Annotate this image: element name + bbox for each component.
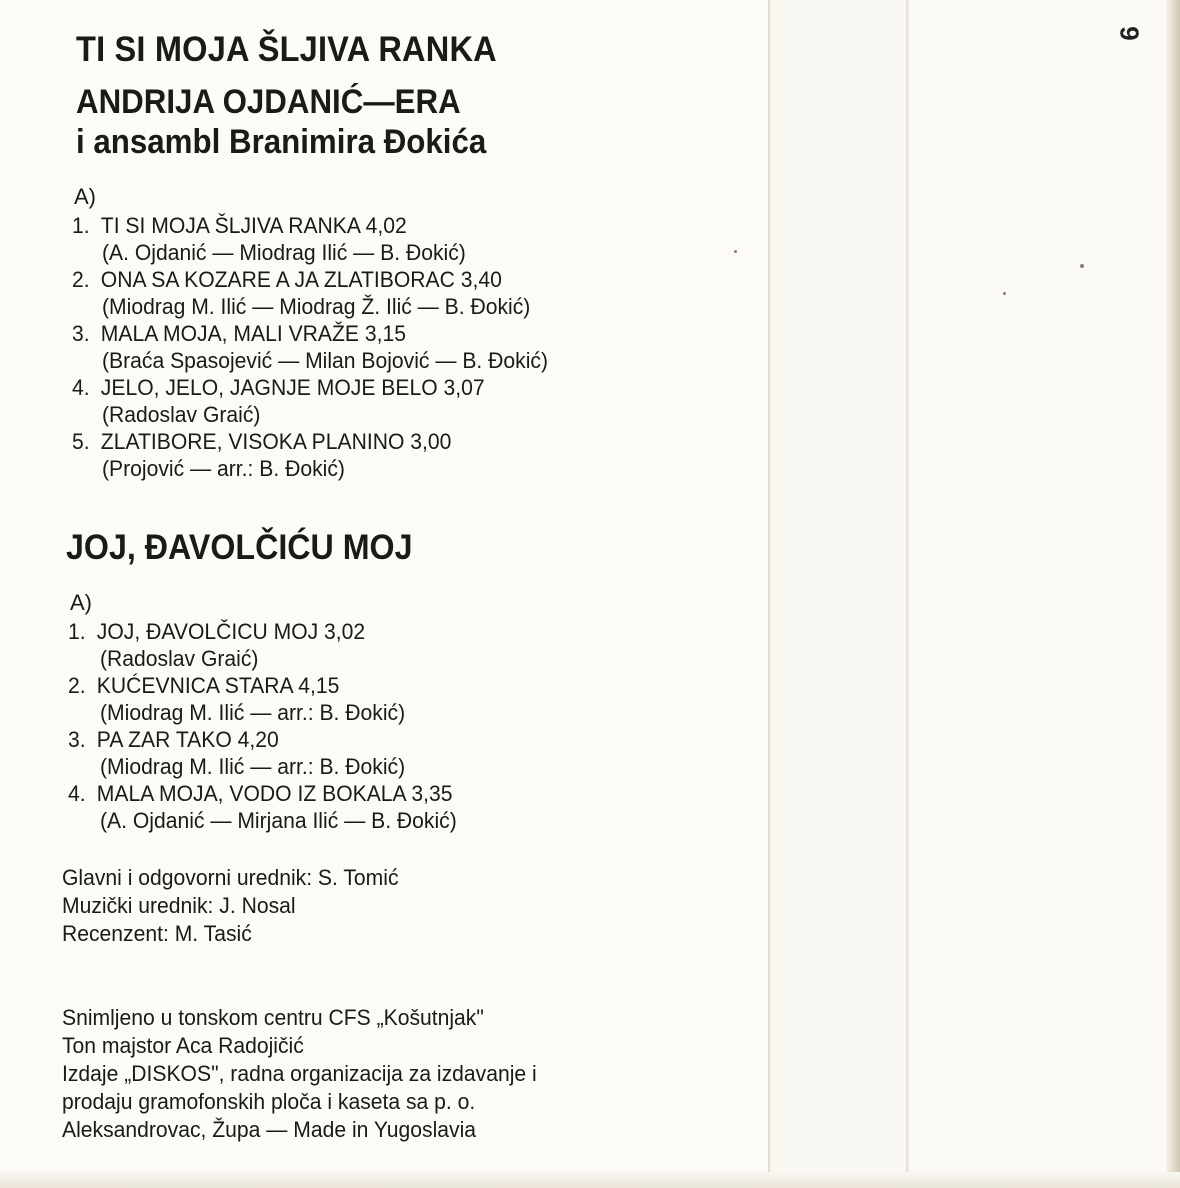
artist-name: ANDRIJA OJDANIĆ—ERA — [76, 83, 461, 121]
production-info — [62, 1004, 762, 1144]
track-credit: (Braća Spasojević — Milan Bojović — B. Đokić) — [102, 348, 549, 373]
track-number: 3. — [68, 727, 86, 752]
production-line: Aleksandrovac, Župa — Made in Yugoslavia — [62, 1117, 477, 1142]
track-title — [72, 212, 734, 239]
track-number: 3. — [72, 321, 90, 346]
production-line: Snimljeno u tonskom centru CFS „Košutnjak" — [62, 1005, 484, 1030]
track-title — [72, 374, 734, 401]
production-line: Ton majstor Aca Radojičić — [62, 1033, 304, 1058]
track-credit: (Miodrag M. Ilić — Miodrag Ž. Ilić — B. Đokić) — [102, 294, 531, 319]
track-credit: (A. Ojdanić — Mirjana Ilić — B. Đokić) — [100, 808, 457, 833]
spine-panel — [771, 0, 908, 1188]
track-title — [72, 428, 734, 455]
paper-speck — [1003, 292, 1006, 295]
track-credit: (Miodrag M. Ilić — arr.: B. Đokić) — [100, 754, 406, 779]
ensemble-name: i ansambl Branimira Đokića — [76, 123, 487, 161]
flap-panel — [909, 0, 1180, 1188]
track-number: 4. — [72, 375, 90, 400]
staff-line: Recenzent: M. Tasić — [62, 921, 252, 946]
track-credit: (Projović — arr.: B. Đokić) — [102, 456, 345, 481]
track-credit: (Radoslav Graić) — [100, 646, 259, 671]
track-title — [68, 672, 734, 699]
production-line: prodaju gramofonskih ploča i kaseta sa p. o. — [62, 1089, 476, 1114]
track-name: ONA SA KOZARE A JA ZLATIBORAC 3,40 — [100, 267, 502, 292]
track-name: MALA MOJA, VODO IZ BOKALA 3,35 — [96, 781, 453, 806]
side-label: A) — [70, 590, 92, 615]
corner-mark: 9 — [1114, 26, 1145, 41]
track-name: PA ZAR TAKO 4,20 — [96, 727, 279, 752]
editorial-staff — [62, 864, 762, 948]
track-title — [72, 320, 734, 347]
album-title: JOJ, ĐAVOLČIĆU MOJ — [66, 528, 413, 567]
track-title — [68, 780, 734, 807]
track-name: MALA MOJA, MALI VRAŽE 3,15 — [100, 321, 406, 346]
staff-line: Glavni i odgovorni urednik: S. Tomić — [62, 865, 399, 890]
track-credit: (A. Ojdanić — Miodrag Ilić — B. Đokić) — [102, 240, 466, 265]
production-line: Izdaje „DISKOS", radna organizacija za izdavanje i — [62, 1061, 537, 1086]
track-number: 4. — [68, 781, 86, 806]
paper-edge — [1166, 0, 1180, 1188]
track-credit: (Miodrag M. Ilić — arr.: B. Đokić) — [100, 700, 406, 725]
track-number: 2. — [68, 673, 86, 698]
paper-speck — [1080, 264, 1084, 268]
track-title — [72, 266, 734, 293]
track-number: 1. — [72, 213, 90, 238]
staff-line: Muzički urednik: J. Nosal — [62, 893, 296, 918]
track-name: TI SI MOJA ŠLJIVA RANKA 4,02 — [100, 213, 407, 238]
side-label: A) — [74, 184, 96, 209]
track-title — [68, 726, 734, 753]
track-credit: (Radoslav Graić) — [102, 402, 261, 427]
track-title — [68, 618, 734, 645]
track-name: JOJ, ĐAVOLČICU MOJ 3,02 — [96, 619, 366, 644]
liner-notes — [62, 28, 762, 1144]
album-title: TI SI MOJA ŠLJIVA RANKA — [76, 30, 497, 69]
paper-edge — [0, 1172, 1180, 1188]
track-name: ZLATIBORE, VISOKA PLANINO 3,00 — [100, 429, 452, 454]
track-number: 5. — [72, 429, 90, 454]
track-number: 2. — [72, 267, 90, 292]
track-name: KUĆEVNICA STARA 4,15 — [96, 673, 340, 698]
track-name: JELO, JELO, JAGNJE MOJE BELO 3,07 — [100, 375, 485, 400]
track-number: 1. — [68, 619, 86, 644]
